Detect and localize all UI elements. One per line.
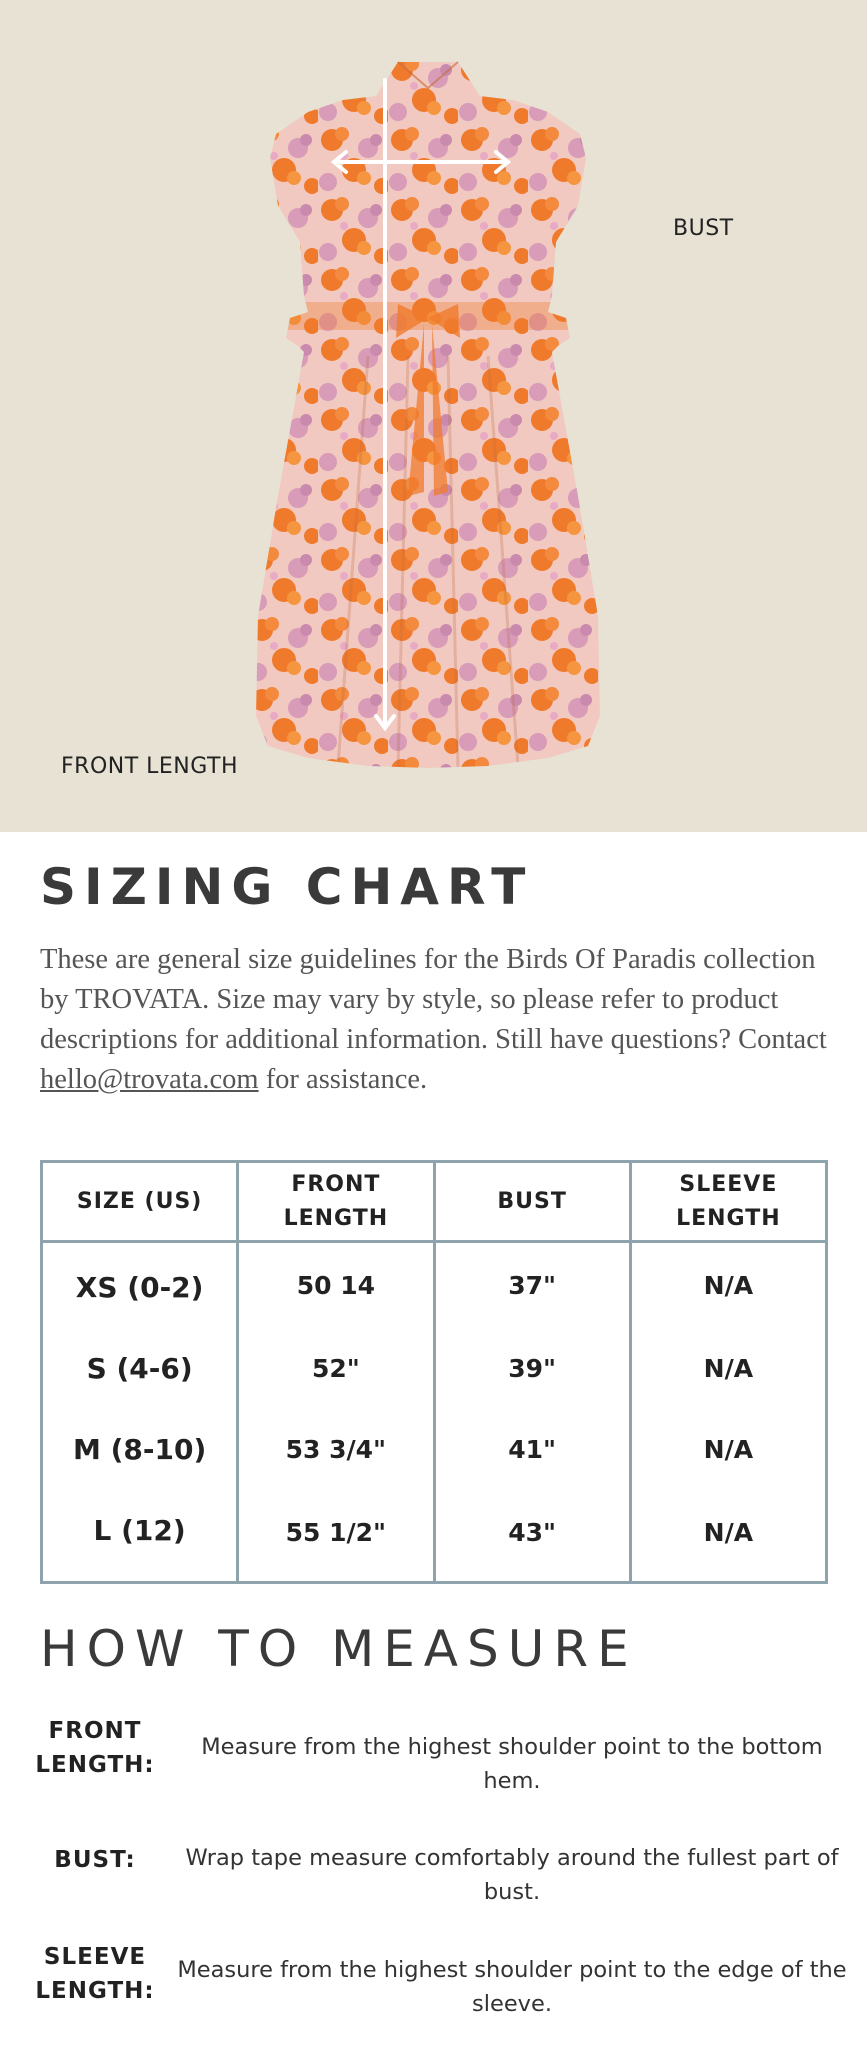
intro-text: These are general size guidelines for the Birds Of Paradis collection by TROVATA. Size may vary by style, so please refer to product descriptions for additional information. Still have questions? Contact (40, 944, 827, 1055)
table-row (42, 1409, 827, 1490)
column-header: SLEEVE LENGTH (630, 1162, 826, 1242)
size-cell: L (12) (93, 1514, 186, 1547)
dress-illustration (248, 56, 608, 776)
front-length-cell: 55 1/2" (238, 1490, 434, 1583)
measure-desc: Measure from the highest shoulder point to the edge of the sleeve. (177, 1957, 847, 2017)
column-header: SIZE (US) (42, 1162, 238, 1242)
measure-desc: Wrap tape measure comfortably around the fullest part of bust. (185, 1845, 839, 1905)
table-row (42, 1242, 827, 1329)
bust-cell: 43" (434, 1490, 630, 1583)
measure-term: BUST: (54, 1847, 136, 1873)
size-table (40, 1160, 828, 1584)
size-cell: M (8-10) (72, 1433, 207, 1466)
how-to-measure-title: HOW TO MEASURE (40, 1620, 638, 1678)
table-header-row (42, 1162, 827, 1242)
measure-desc: Measure from the highest shoulder point to the bottom hem. (201, 1734, 823, 1794)
front-length-cell: 52" (238, 1328, 434, 1409)
sizing-intro (40, 940, 840, 1100)
sleeve-length-cell: N/A (630, 1490, 826, 1583)
table-row (42, 1328, 827, 1409)
product-image-area (0, 0, 867, 832)
sleeve-length-cell: N/A (630, 1242, 826, 1329)
sizing-chart-title: SIZING CHART (40, 858, 534, 916)
measure-term: FRONT LENGTH: (35, 1718, 155, 1778)
table-row (42, 1490, 827, 1583)
bust-cell: 37" (434, 1242, 630, 1329)
front-length-label: FRONT LENGTH (61, 754, 239, 779)
bust-label: BUST (673, 216, 734, 241)
sleeve-length-cell: N/A (630, 1409, 826, 1490)
front-length-cell: 50 14 (238, 1242, 434, 1329)
size-cell: XS (0-2) (75, 1271, 204, 1304)
bust-cell: 39" (434, 1328, 630, 1409)
bust-cell: 41" (434, 1409, 630, 1490)
column-header: BUST (434, 1162, 630, 1242)
email-link[interactable]: hello@trovata.com (40, 1064, 259, 1095)
intro-suffix: for assistance. (265, 1064, 428, 1095)
sleeve-length-cell: N/A (630, 1328, 826, 1409)
front-length-cell: 53 3/4" (238, 1409, 434, 1490)
column-header: FRONT LENGTH (238, 1162, 434, 1242)
measure-term: SLEEVE LENGTH: (35, 1944, 155, 2004)
size-cell: S (4-6) (86, 1352, 193, 1385)
